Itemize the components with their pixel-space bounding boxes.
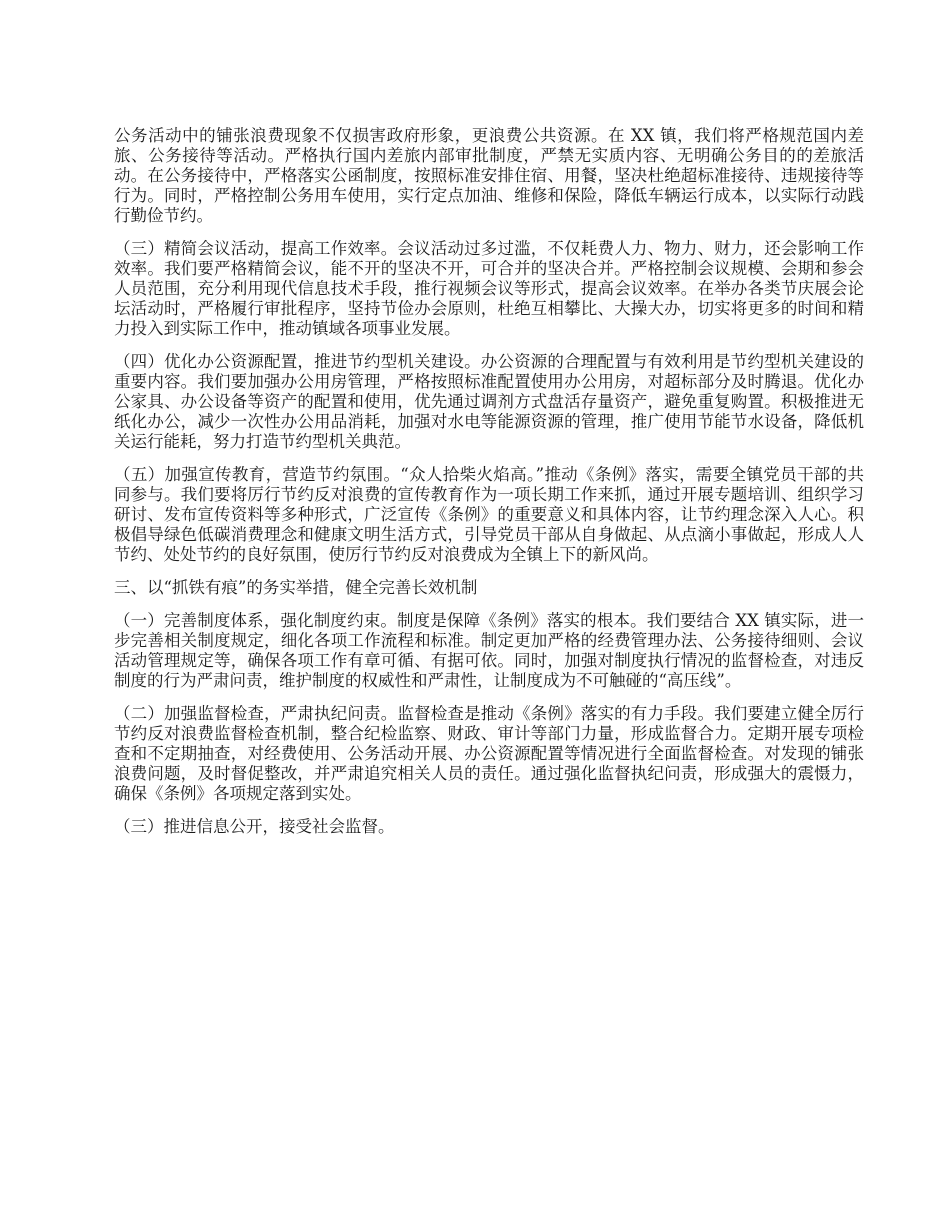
document-body (114, 126, 864, 850)
paragraph-streamline-meetings: （三）精简会议活动，提高工作效率。会议活动过多过滥，不仅耗费人力、物力、财力，还会影响工作效率。我们要严格精简会议，能不开的坚决不开，可合并的坚决合并。严格控制会议规模、会期和参会人员范围，充分利用现代信息技术手段，推行视频会议等形式，提高会议效率。在举办各类节庆展会论坛活动时，严格履行审批程序，坚持节俭办会原则，杜绝互相攀比、大操大办，切实将更多的时间和精力投入到实际工作中，推动镇域各项事业发展。 (114, 239, 864, 338)
section-heading-long-term-mechanism: 三、以“抓铁有痕”的务实举措，健全完善长效机制 (114, 578, 478, 597)
paragraph-supervision-inspection: （二）加强监督检查，严肃执纪问责。监督检查是推动《条例》落实的有力手段。我们要建立健全厉行节约反对浪费监督检查机制，整合纪检监察、财政、审计等部门力量，形成监督合力。定期开展专项检查和不定期抽查，对经费使用、公务活动开展、办公资源配置等情况进行全面监督检查。对发现的铺张浪费问题，及时督促整改，并严肃追究相关人员的责任。通过强化监督执纪问责，形成强大的震慑力，确保《条例》各项规定落到实处。 (114, 704, 864, 803)
paragraph-information-disclosure: （三）推进信息公开，接受社会监督。 (114, 817, 395, 836)
paragraph-publicity-education: （五）加强宣传教育，营造节约氛围。“众人拾柴火焰高。”推动《条例》落实，需要全镇党员干部的共同参与。我们要将厉行节约反对浪费的宣传教育作为一项长期工作来抓，通过开展专题培训、组织学习研讨、发布宣传资料等多种形式，广泛宣传《条例》的重要意义和具体内容，让节约理念深入人心。积极倡导绿色低碳消费理念和健康文明生活方式，引导党员干部从自身做起、从点滴小事做起，形成人人节约、处处节约的良好氛围，使厉行节约反对浪费成为全镇上下的新风尚。 (114, 465, 864, 564)
paragraph-institutional-system: （一）完善制度体系，强化制度约束。制度是保障《条例》落实的根本。我们要结合 XX 镇实际，进一步完善相关制度规定，细化各项工作流程和标准。制定更加严格的经费管理办法、公务接待细则、会议活动管理规定等，确保各项工作有章可循、有据可依。同时，加强对制度执行情况的监督检查，对违反制度的行为严肃问责，维护制度的权威性和严肃性，让制度成为不可触碰的“高压线”。 (114, 611, 864, 690)
paragraph-office-resources: （四）优化办公资源配置，推进节约型机关建设。办公资源的合理配置与有效利用是节约型机关建设的重要内容。我们要加强办公用房管理，严格按照标准配置使用办公用房，对超标部分及时腾退。优化办公家具、办公设备等资产的配置和使用，优先通过调剂方式盘活存量资产，避免重复购置。积极推进无纸化办公，减少一次性办公用品消耗，加强对水电等能源资源的管理，推广使用节能节水设备，降低机关运行能耗，努力打造节约型机关典范。 (114, 352, 864, 451)
paragraph-official-activities: 公务活动中的铺张浪费现象不仅损害政府形象，更浪费公共资源。在 XX 镇，我们将严格规范国内差旅、公务接待等活动。严格执行国内差旅内部审批制度，严禁无实质内容、无明确公务目的的差旅活动。在公务接待中，严格落实公函制度，按照标准安排住宿、用餐，坚决杜绝超标准接待、违规接待等行为。同时，严格控制公务用车使用，实行定点加油、维修和保险，降低车辆运行成本，以实际行动践行勤俭节约。 (114, 126, 864, 225)
